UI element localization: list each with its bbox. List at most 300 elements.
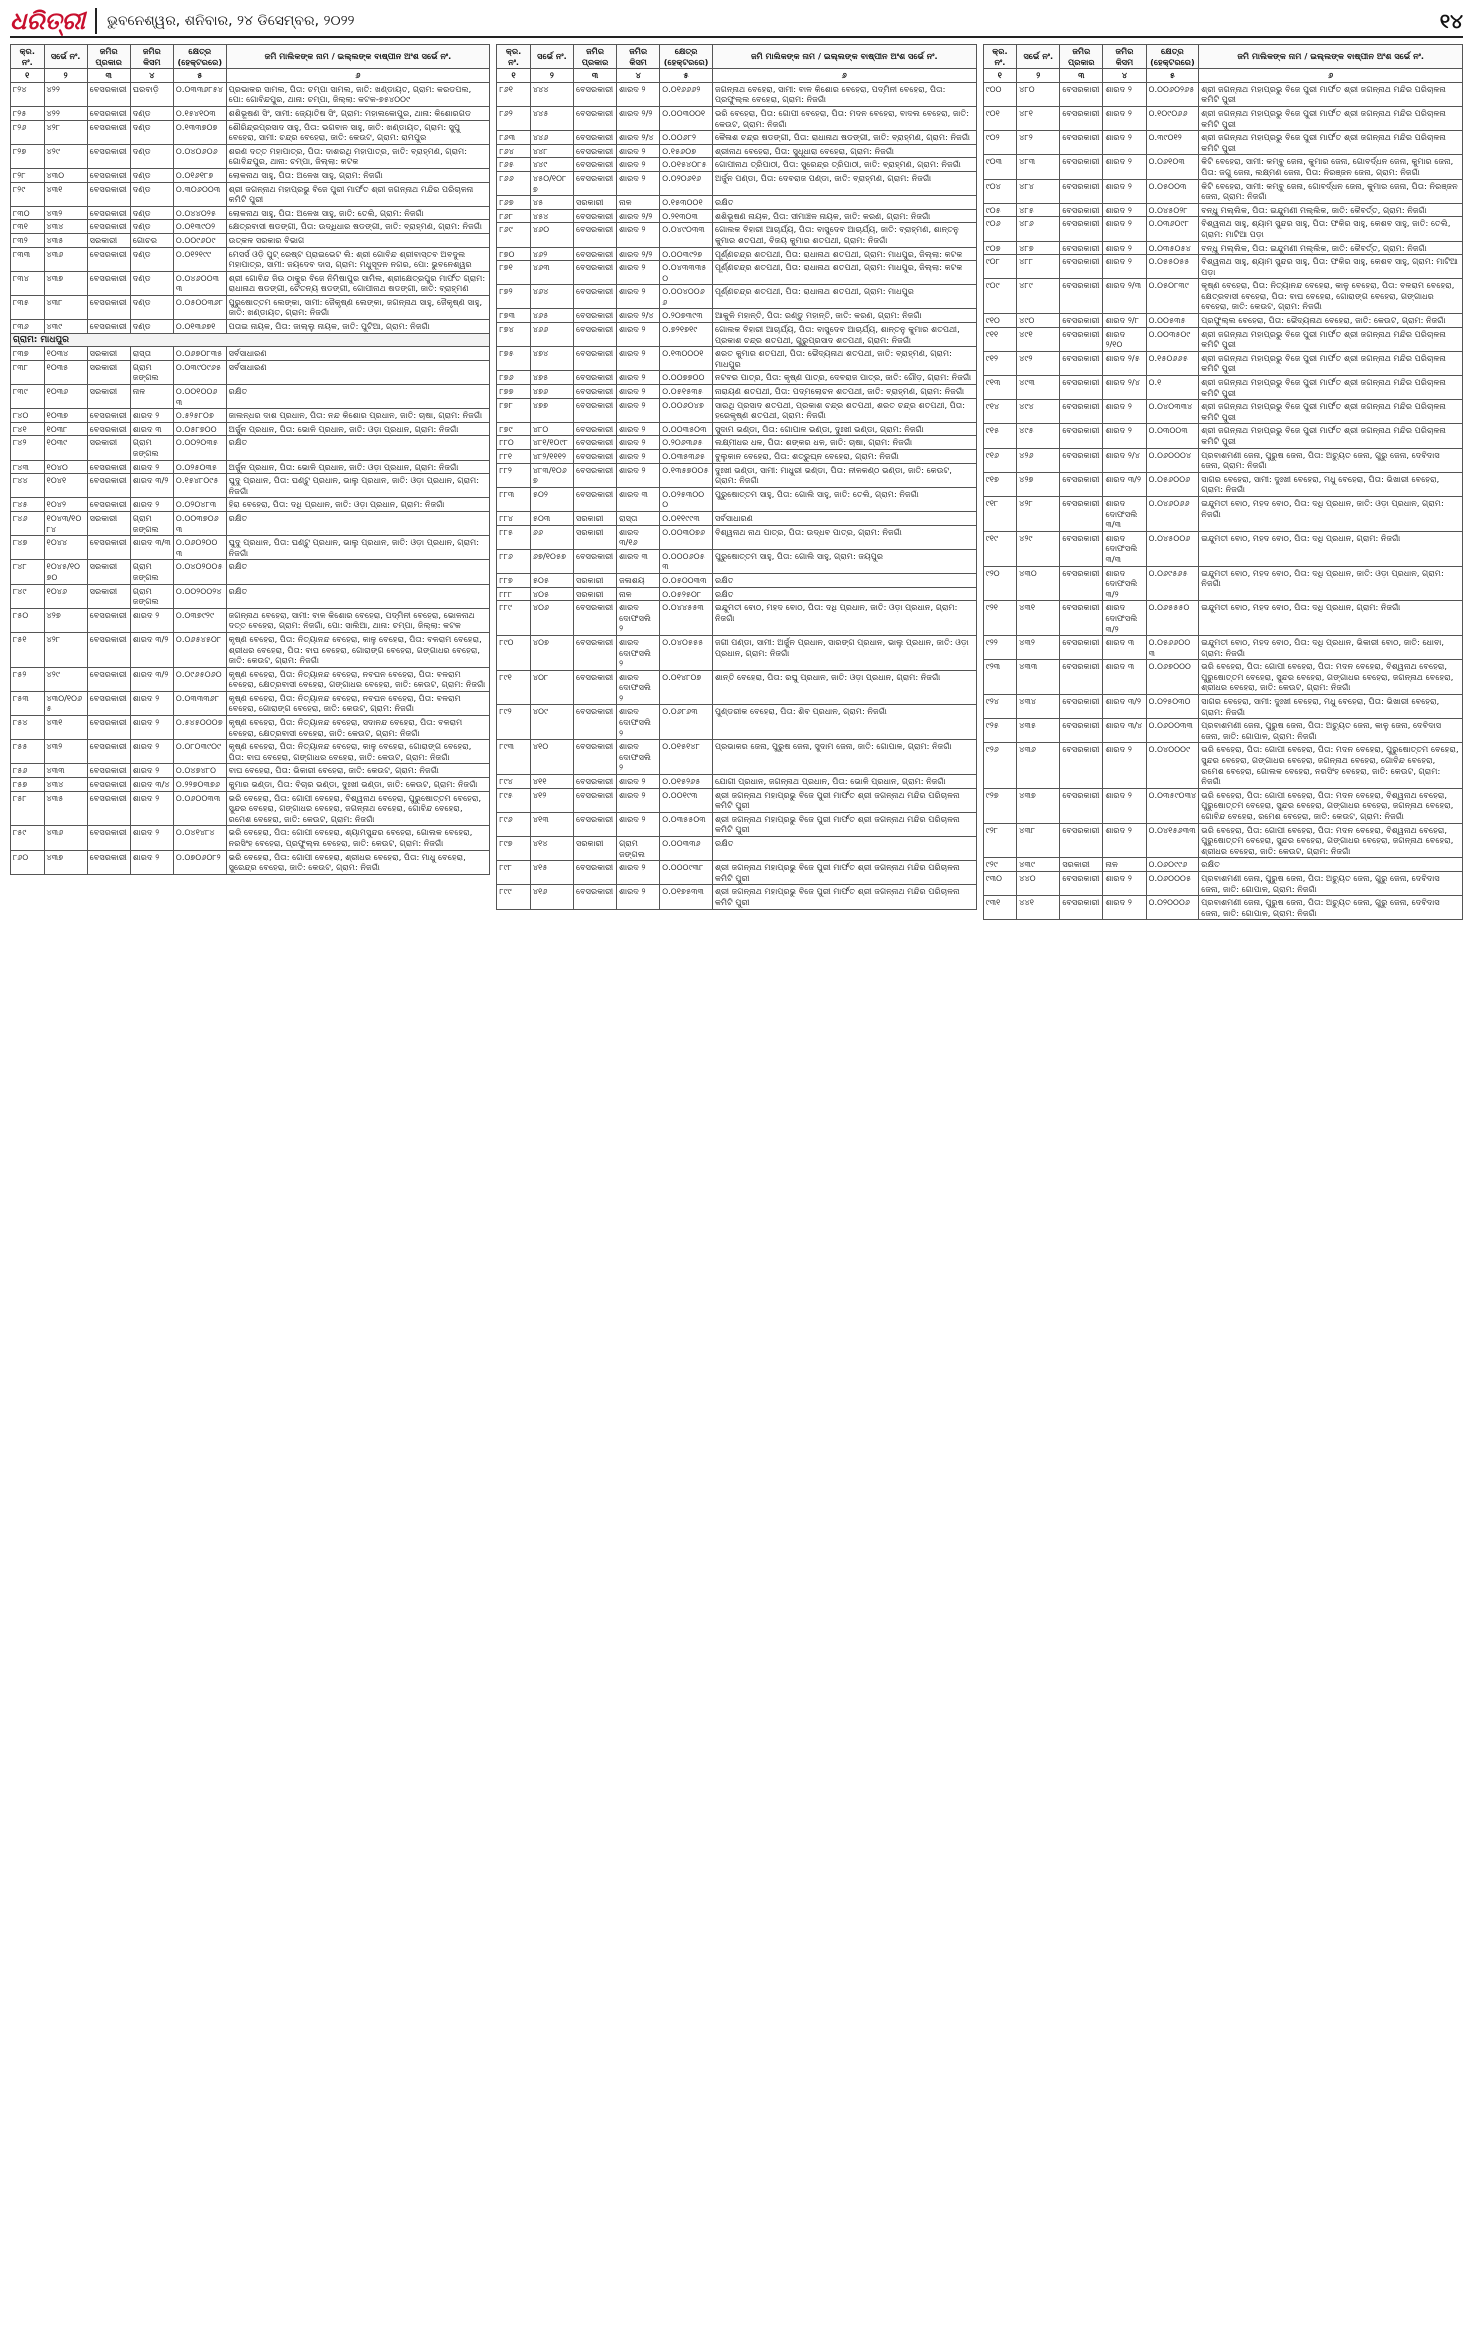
table-row <box>983 823 1462 858</box>
table-row <box>983 255 1462 279</box>
land-type-cell: ବେସରକାରୀ <box>87 144 130 168</box>
land-type-cell: ବେସରକାରୀ <box>574 371 617 385</box>
table-row <box>497 209 976 223</box>
table-row <box>497 788 976 812</box>
serial-cell: ୯୧୧ <box>983 327 1017 351</box>
area-cell: ୦.୧୫୪୧୦୩ <box>173 106 226 120</box>
land-type-cell: ବେସରକାରୀ <box>1060 351 1103 375</box>
serial-cell: ୮୨୯ <box>11 182 45 206</box>
owner-cell: ରକ୍ଷିତ <box>712 196 976 210</box>
area-cell: ୦.୦୫୧୫୩୫ <box>660 385 713 399</box>
land-type-cell: ବେସରକାରୀ <box>87 608 130 632</box>
land-type-cell: ବେସରକାରୀ <box>1060 566 1103 601</box>
land-type-cell: ବେସରକାରୀ <box>574 549 617 573</box>
owner-cell: ପ୍ରଭାକର ଜେନା, ପୁରୁଷ ଜେନା, ସୁଦାମ ଜେନା, ଜାତି: ଗୋପାଳ, ଗ୍ରାମ: ନିଜଗାଁ <box>712 740 976 775</box>
owner-cell: ଭରି ବେହେରା, ପିତା: ଗୋପୀ ବେହେରା, ପିତା: ମଦନ ବେହେରା, ବିଶ୍ୱନାଥ ବେହେରା, ପୁରୁଷୋତ୍ତମ ବେହେରା, ସୁନ୍ଦର ବେହେରା, ଗଙ୍ଗାଧର ବେହେରା, ଜଗନ୍ନାଥ ବେହେରା, ଶ୍ରୀଧର ବେହେରା, ଜାତି: କେଉଟ, ଗ୍ରାମ: ନିଜଗାଁ <box>1199 823 1463 858</box>
land-class-cell: ଶାରଦ ୨/୧୦ <box>1103 327 1146 351</box>
table-row <box>11 220 490 234</box>
serial-cell: ୯୩୦ <box>983 871 1017 895</box>
owner-cell: ଶ୍ରୀ ଜଗନ୍ନାଥ ମହାପ୍ରଭୁ ବିଜେ ପୁରୀ ମାର୍ଫତ ଶ୍ରୀ ଜଗନ୍ନାଥ ମନ୍ଦିର ପରିଚାଳନା କମିଟି ପୁରୀ <box>1199 376 1463 400</box>
survey-number-cell: ୪୩୫ <box>44 233 87 247</box>
table-row <box>983 566 1462 601</box>
survey-number-cell: ୧୦୪୧ <box>44 474 87 498</box>
area-cell: ୦.୦୪୦୨୦୦୫ <box>173 560 226 584</box>
serial-cell: ୮୫୫ <box>11 740 45 764</box>
land-class-cell: ଶାରଦ ୨/୨ <box>617 247 660 261</box>
land-record-table <box>10 44 490 875</box>
area-cell: ୦.୦୪୦୩୩୪ <box>1146 400 1199 424</box>
serial-cell: ୮୫୭ <box>11 778 45 792</box>
column-header: ଜମି ମାଲିକଙ୍କ ନାମ / ଇଲ୍ଲଙ୍କ ବାଷ୍ପୀନ ଅଂଶ ସର୍ଭେ ନଂ. <box>226 45 490 69</box>
land-type-cell: ବେସରକାରୀ <box>574 106 617 130</box>
area-cell: ୦.୦୬୦୦୩୩ <box>173 791 226 826</box>
land-class-cell: ନାଳ <box>1103 858 1146 872</box>
land-class-cell: ଶାରଦ ୨/୪ <box>617 131 660 145</box>
area-cell: ୦.୦୦୭୭୦୦ <box>660 371 713 385</box>
owner-cell: ଅର୍ଜୁନ ପ୍ରଧାନ, ପିତା: ଭୋଳି ପ୍ରଧାନ, ଜାତି: ଓଡ଼ା ପ୍ରଧାନ, ଗ୍ରାମ: ନିଜଗାଁ <box>226 460 490 474</box>
column-header: କ୍ଷେତ୍ର (ହେକ୍ଟରରେ) <box>1146 45 1199 69</box>
table-row <box>497 82 976 106</box>
column-index: ୬ <box>226 69 490 83</box>
land-type-cell: ସରକାରୀ <box>574 573 617 587</box>
owner-cell: ସର୍ବସାଧାରଣ <box>712 511 976 525</box>
area-cell: ୦.୦୪୦୬୦୬ <box>173 144 226 168</box>
table-row <box>983 695 1462 719</box>
area-cell: ୦.୦୪୬୦୦୩୩ <box>173 271 226 295</box>
serial-cell: ୮୩୬ <box>11 320 45 334</box>
land-class-cell: ଗ୍ରାମ ଜଙ୍ଗଲ <box>617 837 660 861</box>
table-row <box>983 241 1462 255</box>
land-class-cell: ଦଣ୍ଡ <box>130 247 173 271</box>
owner-cell: ରକ୍ଷିତ <box>712 837 976 861</box>
owner-cell: ସର୍ବସାଧାରଣ <box>226 347 490 361</box>
land-class-cell: ଜଳାଶୟ <box>617 573 660 587</box>
area-cell: ୦.୦୬୭୦୦୦ <box>1146 660 1199 695</box>
area-cell: ୦.୩୦୬୦୦୩ <box>173 182 226 206</box>
land-class-cell: ଶାରଦ ୨ <box>1103 82 1146 106</box>
table-row <box>497 196 976 210</box>
owner-cell: ଲୋକନାଥ ସାହୁ, ପିତା: ଅଳେଖ ସାହୁ, ଜାତି: ତେଲି, ଗ୍ରାମ: ନିଜଗାଁ <box>226 206 490 220</box>
survey-number-cell: ୪୩୨ <box>44 740 87 764</box>
serial-cell: ୮୨୪ <box>11 82 45 106</box>
table-row <box>11 460 490 474</box>
column-index-row <box>11 69 490 83</box>
survey-number-cell: ୪୪୪ <box>530 82 573 106</box>
land-type-cell: ବେସରକାରୀ <box>1060 376 1103 400</box>
owner-cell: ଆକୁଳି ମହାନ୍ତି, ପିତା: ରଣ୍ଡୁ ମହାନ୍ତି, ଜାତି: କରଣ, ଗ୍ରାମ: ନିଜଗାଁ <box>712 309 976 323</box>
area-cell: ୦.୦୦୩୯୨୭ <box>660 247 713 261</box>
table-row <box>497 740 976 775</box>
survey-number-cell: ୧୦୩୫ <box>44 360 87 384</box>
area-cell: ୦.୦୪୭୪୮୦ <box>173 764 226 778</box>
area-cell: ୦.୦୦୬୮୨ <box>660 131 713 145</box>
land-type-cell: ସରକାରୀ <box>574 525 617 549</box>
owner-cell: କୃଷ୍ଣ ବେହେରା, ପିତା: ନିତ୍ୟାନନ୍ଦ ବେହେରା, କାଳୁ ବେହେରା, ପିତା: ବଳରାମ ବେହେରା, ଶ୍ରୀଧର ବେହେରା, ପିତା: ବାଘ ବେହେରା, ଗୋରାଙ୍ଗ ବେହେରା, ଗଙ୍ଗାଧର ବେହେରା, ଜାତି: କେଉଟ, ଗ୍ରାମ: ନିଜଗାଁ <box>226 632 490 667</box>
column-index: ୧ <box>983 69 1017 83</box>
serial-cell: ୮୬୬ <box>497 171 531 195</box>
area-cell: ୦.୦୪୪୦୨୫ <box>173 206 226 220</box>
table-row <box>497 247 976 261</box>
area-cell: ୦.୦୫୬୦୦୬ <box>1146 472 1199 496</box>
area-cell: ୦.୦୪୧୫୬୩୩ <box>1146 823 1199 858</box>
land-type-cell: ବେସରକାରୀ <box>1060 106 1103 130</box>
table-row <box>983 636 1462 660</box>
owner-cell: ସାଗର ବେହେରା, ସାମୀ: ଦୁଃଖୀ ବେହେରା, ମଧୁ ବେହେରା, ପିତା: ଭିଖାରୀ ବେହେରା, ଗ୍ରାମ: ନିଜଗାଁ <box>1199 695 1463 719</box>
owner-cell: ବିଶ୍ୱନାଥ ସାହୁ, ଶ୍ୟାମ ସୁନ୍ଦର ସାହୁ, ପିତା: ଫକିର ସାହୁ, କେଶବ ସାହୁ, ଗ୍ରାମ: ମାଟିଆ ପଡ଼ା <box>1199 255 1463 279</box>
land-type-cell: ବେସରକାରୀ <box>87 409 130 423</box>
land-type-cell: ବେସରକାରୀ <box>574 885 617 909</box>
survey-number-cell: ୧୦୪୦ <box>44 460 87 474</box>
owner-cell: ଶ୍ରୀନାଥ ବେହେରା, ପିତା: ସୁଧୂଧାରା ବେହେରା, ଗ୍ରାମ: ନିଜଗାଁ <box>712 144 976 158</box>
land-class-cell: ଶାରଦ ୨ <box>1103 743 1146 788</box>
owner-cell: ଶ୍ରୀ ଜଗନ୍ନାଥ ମହାପ୍ରଭୁ ବିଜେ ପୁରୀ ମାର୍ଫତ ଶ୍ରୀ ଜଗନ୍ନାଥ ମନ୍ଦିର ପରିଚାଳନା କମିଟି ପୁରୀ <box>1199 400 1463 424</box>
table-row <box>11 632 490 667</box>
table-row <box>983 472 1462 496</box>
land-class-cell: ଗ୍ରାମ ଜଙ୍ଗଲ <box>130 560 173 584</box>
land-type-cell: ସରକାରୀ <box>87 436 130 460</box>
serial-cell: ୯୨୩ <box>983 660 1017 695</box>
land-class-cell: ଶାରଦ ୨ <box>1103 155 1146 179</box>
area-cell: ୦.୦୩୩୬୮୫୪ <box>173 82 226 106</box>
table-row <box>11 740 490 764</box>
land-class-cell: ଶାରଦ ଦୋଫସଲି ୩/୩ <box>1103 531 1146 566</box>
land-type-cell: ବେସରକାରୀ <box>87 850 130 874</box>
land-class-cell: ଦଣ୍ଡ <box>130 271 173 295</box>
owner-cell: ଜଗନ୍ନାଥ ବେହେରା, ସାମୀ: ବାଳ କିଶୋର ବେହେରା, ପଦ୍ମିନୀ ବେହେରା, ଭୋଳନାଥ ଦତ୍ତ ବେହେରା, ଗ୍ରାମ: ନିଜଗାଁ, ପୋ: ସାଲିଆ, ଥାନା: ଚମ୍ପା, ଜିଲ୍ଲା: କଟକ <box>226 608 490 632</box>
area-cell: ୦.୦୦୦୯୩୮ <box>660 861 713 885</box>
land-class-cell: ଶାରଦ ୨ <box>1103 241 1146 255</box>
serial-cell: ୮୯୭ <box>497 837 531 861</box>
survey-number-cell: ୪୩୭ <box>1017 788 1060 823</box>
column-index: ୧ <box>497 69 531 83</box>
land-type-cell: ବେସରକାରୀ <box>574 422 617 436</box>
land-record-table <box>983 44 1463 920</box>
area-cell: ୦.୦୧୭୫୩୩ <box>660 885 713 909</box>
land-class-cell: ଶାରଦ ୨ <box>617 223 660 247</box>
area-cell: ୦.୦୬୫୪୫୦୮ <box>173 632 226 667</box>
serial-cell: ୯୦୬ <box>983 217 1017 241</box>
owner-cell: ବୁଲୁକାନ ବେହେରା, ପିତା: ଶତ୍ରୁଘ୍ନ ବେହେରା, ଗ୍ରାମ: ନିଜଗାଁ <box>712 450 976 464</box>
survey-number-cell: ୪୮୧/୧୦୯୮ <box>530 436 573 450</box>
owner-cell: ପୂର୍ଣ୍ଣଚନ୍ଦ୍ର ଶତପଥୀ, ପିତା: ରାଧାନାଥ ଶତପଥୀ, ଗ୍ରାମ: ମାଧପୁର, ଜିଲ୍ଲା: କଟକ <box>712 261 976 285</box>
column-header: ଜମିର ପ୍ରକାର <box>574 45 617 69</box>
table-row <box>497 144 976 158</box>
area-cell: ୦.୦୦୬୦୪୭ <box>660 398 713 422</box>
survey-number-cell: ୪୯୪ <box>1017 400 1060 424</box>
table-row <box>11 182 490 206</box>
land-class-cell: ଗ୍ରାମ ଜଙ୍ଗଲ <box>130 584 173 608</box>
area-cell: ୦.୦୫୫୦୫୫ <box>1146 255 1199 279</box>
land-type-cell: ବେସରକାରୀ <box>87 691 130 715</box>
land-type-cell: ବେସରକାରୀ <box>87 320 130 334</box>
table-row <box>983 871 1462 895</box>
table-row <box>983 155 1462 179</box>
survey-number-cell: ୪୨୭ <box>44 608 87 632</box>
land-class-cell: ଶାରଦ ୨ <box>1103 400 1146 424</box>
area-cell: ୦.୦୬୦୦୦୫ <box>1146 871 1199 895</box>
area-cell: ୦.୦୮୦୩୯୦୯ <box>173 740 226 764</box>
area-cell: ୦.୦୫୬୬୦୦୩ <box>1146 636 1199 660</box>
column-header: କ୍ର. ନଂ. <box>497 45 531 69</box>
survey-number-cell: ୪୧୪ <box>530 837 573 861</box>
owner-cell: ଇନ୍ଦୁମତୀ ବୋଠ, ମହଦ ବୋଠ, ପିତା: ଦଧି ପ୍ରଧାନ, ଗ୍ରାମ: ନିଜଗାଁ <box>1199 601 1463 636</box>
land-class-cell: ଶାରଦ ୨ <box>617 171 660 195</box>
table-row <box>11 271 490 295</box>
owner-cell: ଶ୍ରୀ ଜଗନ୍ନାଥ ମହାପ୍ରଭୁ ବିଜେ ପୁରୀ ମାର୍ଫତ ଶ୍ରୀ ଜଗନ୍ନାଥ ମନ୍ଦିର ପରିଚାଳନା କମିଟି ପୁରୀ <box>1199 131 1463 155</box>
table-row <box>11 168 490 182</box>
land-class-cell: ଶାରଦ ୨ <box>130 608 173 632</box>
area-cell: ୦.୦୦୫୩୫ <box>1146 314 1199 328</box>
table-row <box>983 896 1462 920</box>
land-type-cell: ବେସରକାରୀ <box>1060 241 1103 255</box>
survey-number-cell: ୧୦୩୮ <box>44 422 87 436</box>
survey-number-cell: ୪୮୨ <box>1017 131 1060 155</box>
owner-cell: ଦୁଃଖୀ ଭଣ୍ଡା, ସାମୀ: ମାଧୁରୀ ଭଣ୍ଡା, ପିତା: ନୀଳକଣ୍ଠ ଭଣ୍ଡା, ଜାତି: କେଉଟ, ଗ୍ରାମ: ନିଜଗାଁ <box>712 463 976 487</box>
land-type-cell: ବେସରକାରୀ <box>1060 327 1103 351</box>
dateline: ଭୁବନେଶ୍ୱର, ଶନିବାର, ୨୪ ଡିସେମ୍ବର, ୨୦୨୨ <box>106 13 355 29</box>
land-type-cell: ବେସରକାରୀ <box>574 398 617 422</box>
owner-cell: ଭରି ବେହେରା, ପିତା: ଗୋପୀ ବେହେରା, ପିତା: ମଦନ ବେହେରା, ବିଶ୍ୱନାଥ ବେହେରା, ପୁରୁଷୋତ୍ତମ ବେହେରା, ସୁନ୍ଦର ବେହେରା, ଗଙ୍ଗାଧର ବେହେରା, ଜଗନ୍ନାଥ ବେହେରା, ଗୋବିନ୍ଦ ବେହେରା, ରମେଶ ବେହେରା, ଜାତି: କେଉଟ, ଗ୍ରାମ: ନିଜଗାଁ <box>1199 788 1463 823</box>
table-row <box>11 409 490 423</box>
serial-cell: ୮୫୬ <box>11 764 45 778</box>
serial-cell: ୮୩୦ <box>11 206 45 220</box>
table-row <box>983 496 1462 531</box>
serial-cell: ୮୯୬ <box>497 812 531 836</box>
serial-cell: ୯୦୫ <box>983 203 1017 217</box>
land-class-cell: ଶାରଦ ୨ <box>617 422 660 436</box>
table-row <box>497 525 976 549</box>
survey-number-cell: ୪୨୮ <box>44 120 87 144</box>
owner-cell: ପତାଇ ନାୟକ, ପିତା: ଜାଲ୍ଲୁ ନାୟକ, ଜାତି: ପୁଟିଆ, ଗ୍ରାମ: ନିଜଗାଁ <box>226 320 490 334</box>
table-row <box>497 385 976 399</box>
owner-cell: ପୁରୁଷୋତ୍ତମ ସାହୁ, ପିତା: ଗୋଲି ସାହୁ, ଗ୍ରାମ: ଜୟପୁର <box>712 549 976 573</box>
survey-number-cell: ୪୪୯ <box>530 158 573 172</box>
survey-number-cell: ୫୦୨ <box>530 487 573 511</box>
survey-number-cell: ୧୦୪୬ <box>44 584 87 608</box>
survey-number-cell: ୪୩୯ <box>44 320 87 334</box>
land-class-cell: ଗୋଚର <box>130 233 173 247</box>
land-class-cell: ଦଣ୍ଡ <box>130 106 173 120</box>
owner-cell: ଭରି ବେହେରା, ପିତା: ଗୋପୀ ବେହେରା, ପିତା: ମଦନ ବେହେରା, ବାଦଲ ବେହେରା, ଜାତି: କେଉଟ, ଗ୍ରାମ: ନିଜଗାଁ <box>712 106 976 130</box>
owner-cell: ପ୍ରବାଶମଣୀ ଜେନା, ପୁରୁଷ ଜେନା, ପିତା: ଅଚ୍ୟୁତ ଜେନା, ଗୁରୁ ଜେନା, ଦେବିଦାସ ଜେନା, ଜାତି: ଗୋପାଳ, ଗ୍ରାମ: ନିଜଗାଁ <box>1199 871 1463 895</box>
land-class-cell: ଶାରଦ ୨/୪ <box>1103 376 1146 400</box>
owner-cell: ଉତ୍କଳ ସରକାର ବିଭାଗ <box>226 233 490 247</box>
land-class-cell: ଶାରଦ ୨ <box>130 460 173 474</box>
serial-cell: ୮୩୭ <box>11 347 45 361</box>
land-class-cell: ଶାରଦ ୨ <box>617 261 660 285</box>
serial-cell: ୮୬୦ <box>11 850 45 874</box>
column-index: ୪ <box>1103 69 1146 83</box>
land-type-cell: ବେସରକାରୀ <box>574 247 617 261</box>
serial-cell: ୮୬୨ <box>497 106 531 130</box>
column-header: ଜମି ମାଲିକଙ୍କ ନାମ / ଇଲ୍ଲଙ୍କ ବାଷ୍ପୀନ ଅଂଶ ସର୍ଭେ ନଂ. <box>712 45 976 69</box>
column-header: କ୍ର. ନଂ. <box>983 45 1017 69</box>
serial-cell: ୮୩୯ <box>11 385 45 409</box>
land-type-cell: ବେସରକାରୀ <box>87 206 130 220</box>
survey-number-cell: ୧୦୩୪ <box>44 347 87 361</box>
land-type-cell: ବେସରକାରୀ <box>1060 448 1103 472</box>
owner-cell: ଶ୍ରୀ ଗୋବିନ୍ଦ ଜିଉ ଠାକୁର ବିଜେ ନିମିଷାପୁର ସାମିଲ, ଶ୍ରୀକ୍ଷେତ୍ରପୁର ମାର୍ଫତ ଗ୍ରାମ: ରାଧାନାଥ ଷଡଙ୍ଗୀ, ଚୈତନ୍ୟ ଷଡଙ୍ଗୀ, ଗୋପୀନାଥ ଷଡଙ୍ଗୀ, ଜାତି: ବ୍ରାହ୍ମଣ <box>226 271 490 295</box>
table-row <box>497 106 976 130</box>
serial-cell: ୮୬୪ <box>497 144 531 158</box>
land-type-cell: ବେସରକାରୀ <box>574 385 617 399</box>
land-type-cell: ବେସରକାରୀ <box>87 422 130 436</box>
land-class-cell: ଶାରଦ ୩ <box>617 549 660 573</box>
serial-cell: ୮୮୩ <box>497 487 531 511</box>
land-class-cell: ଶାରଦ ୨ <box>130 409 173 423</box>
owner-cell: ପ୍ରବାଶମଣୀ ଜେନା, ପୁରୁଷ ଜେନା, ପିତା: ଅଚ୍ୟୁତ ଜେନା, ଗୁରୁ ଜେନା, ଦେବିଦାସ ଜେନା, ଗ୍ରାମ: ନିଜଗାଁ <box>1199 448 1463 472</box>
land-class-cell: ଶାରଦ ୨ <box>617 347 660 371</box>
area-cell: ୦.୭୨୧୭୧୯ <box>660 323 713 347</box>
owner-cell: ଗୋପୀନାଥ ତ୍ରିପାଠୀ, ପିତା: ସୁରେନ୍ଦ୍ର ତ୍ରିପାଠୀ, ଜାତି: ବ୍ରାହ୍ମଣ, ଗ୍ରାମ: ନିଜଗାଁ <box>712 158 976 172</box>
column-index: ୩ <box>574 69 617 83</box>
table-row <box>983 179 1462 203</box>
table-row <box>983 376 1462 400</box>
area-cell: ୦.୦୩୦୦୩ <box>1146 424 1199 448</box>
land-class-cell: ଶାରଦ ୨/୪ <box>617 309 660 323</box>
land-type-cell: ବେସରକାରୀ <box>1060 719 1103 743</box>
area-cell: ୦.୦୪୦୦୦୯ <box>1146 743 1199 788</box>
serial-cell: ୮୮୭ <box>497 573 531 587</box>
owner-cell: ବନ୍ଧୁ ମଲ୍ଲିକ, ପିତା: ଇନ୍ଦୁମଣୀ ମଲ୍ଲିକ, ଜାତି: କୈବର୍ତ୍ତ, ଗ୍ରାମ: ନିଜଗାଁ <box>1199 203 1463 217</box>
area-cell: ୦.୦୩୬୦୯୮ <box>1146 217 1199 241</box>
table-row <box>497 371 976 385</box>
land-type-cell: ବେସରକାରୀ <box>87 247 130 271</box>
column-header: ଜମିର କିସମ <box>617 45 660 69</box>
land-class-cell: ଶାରଦ ୨ <box>617 450 660 464</box>
column-index-row <box>983 69 1462 83</box>
owner-cell: ଭରି ବେହେରା, ପିତା: ଗୋପୀ ବେହେରା, ପିତା: ମଦନ ବେହେରା, ବିଶ୍ୱନାଥ ବେହେରା, ପୁରୁଷୋତ୍ତମ ବେହେରା, ସୁନ୍ଦର ବେହେରା, ଗଙ୍ଗାଧର ବେହେରା, ଜଗନ୍ନାଥ ବେହେରା, ଶ୍ରୀଧର ବେହେରା, ଜାତି: କେଉଟ, ଗ୍ରାମ: ନିଜଗାଁ <box>1199 660 1463 695</box>
area-cell: ୦.୦୩୫୩୬୫ <box>660 450 713 464</box>
land-class-cell: ଶାରଦ ୨ <box>130 691 173 715</box>
column-index: ୪ <box>617 69 660 83</box>
area-cell: ୦.୦୦୧୦୦୬୩ <box>173 385 226 409</box>
owner-cell: ସର୍ବସାଧାରଣ <box>226 360 490 384</box>
survey-number-cell: ୪୩୬ <box>44 826 87 850</box>
owner-cell: ଲକ୍ଷ୍ମୀଧର ଧଳ, ପିତା: ଶଙ୍କର ଧଳ, ଜାତି: ଚାଷା, ଗ୍ରାମ: ନିଜଗାଁ <box>712 436 976 450</box>
owner-cell: ବନ୍ଧୁ ମଲ୍ଲିକ, ପିତା: ଇନ୍ଦୁମଣୀ ମଲ୍ଲିକ, ଜାତି: କୈବର୍ତ୍ତ, ଗ୍ରାମ: ନିଜଗାଁ <box>1199 241 1463 255</box>
owner-cell: ଶଶିଭୂଷଣ ନାୟକ, ପିତା: ସୀମାଞ୍ଚଳ ନାୟକ, ଜାତି: କରଣ, ଗ୍ରାମ: ନିଜଗାଁ <box>712 209 976 223</box>
owner-cell: ପୁରୁଷୋତ୍ତମ ସାହୁ, ପିତା: ଗୋଲି ସାହୁ, ଜାତି: ତେଲି, ଗ୍ରାମ: ନିଜଗାଁ <box>712 487 976 511</box>
owner-cell: ଭରି ବେହେରା, ପିତା: ଗୋପୀ ବେହେରା, ବିଶ୍ୱନାଥ ବେହେରା, ପୁରୁଷୋତ୍ତମ ବେହେରା, ସୁନ୍ଦର ବେହେରା, ଗଙ୍ଗାଧର ବେହେରା, ଜଗନ୍ନାଥ ବେହେରା, ଗୋବିନ୍ଦ ବେହେରା, ରମେଶ ବେହେରା, ଜାତି: କେଉଟ, ଗ୍ରାମ: ନିଜଗାଁ <box>226 791 490 826</box>
column-header: ଜମିର କିସମ <box>1103 45 1146 69</box>
area-cell: ୦.୦୫୦୦୩ <box>1146 179 1199 203</box>
land-class-cell: ଘରବାଡ଼ି <box>130 82 173 106</box>
land-type-cell: ସରକାରୀ <box>87 360 130 384</box>
survey-number-cell: ୪୦୬ <box>530 601 573 636</box>
column-index: ୧ <box>11 69 45 83</box>
area-cell: ୦.୦୦୩୫୦୯ <box>1146 327 1199 351</box>
land-type-cell: ବେସରକାରୀ <box>574 285 617 309</box>
land-class-cell: ଶାରଦ ଦୋଫସଲି ୩/୨ <box>1103 601 1146 636</box>
table-row <box>11 791 490 826</box>
owner-cell: କୈଳାଶ ଚନ୍ଦ୍ର ଷଡଙ୍ଗୀ, ପିତା: ରାଧାନାଥ ଷଡଙ୍ଗୀ, ଜାତି: ବ୍ରାହ୍ମଣ, ଗ୍ରାମ: ନିଜଗାଁ <box>712 131 976 145</box>
table-row <box>497 861 976 885</box>
serial-cell: ୮୪୫ <box>11 498 45 512</box>
survey-number-cell: ୪୩୪ <box>44 778 87 792</box>
area-cell: ୦.୩୯୦୧୨ <box>1146 131 1199 155</box>
owner-cell: ଶ୍ରୀ ଜଗନ୍ନାଥ ମହାପ୍ରଭୁ ବିଜେ ପୁରୀ ମାର୍ଫତ ଶ୍ରୀ ଜଗନ୍ନାଥ ମନ୍ଦିର ପରିଚାଳନା କମିଟି ପୁରୀ <box>1199 82 1463 106</box>
area-cell: ୦.୦୦୪୦୦୬୬ <box>660 285 713 309</box>
owner-cell: ରକ୍ଷିତ <box>226 385 490 409</box>
survey-number-cell: ୪୩୦/୧୦୬୫ <box>44 691 87 715</box>
land-class-cell: ଶାରଦ ୩/୨ <box>1103 695 1146 719</box>
table-row <box>983 788 1462 823</box>
survey-number-cell: ୧୦୪୨ <box>44 498 87 512</box>
land-type-cell: ବେସରକାରୀ <box>87 740 130 764</box>
serial-cell: ୮୫୯ <box>11 826 45 850</box>
land-type-cell: ବେସରକାରୀ <box>574 463 617 487</box>
survey-number-cell: ୪୭୫ <box>530 371 573 385</box>
survey-number-cell: ୪୨୯ <box>44 667 87 691</box>
column-header: କ୍ଷେତ୍ର (ହେକ୍ଟରରେ) <box>660 45 713 69</box>
land-class-cell: ଶାରଦ ୨ <box>130 716 173 740</box>
survey-number-cell: ୪୫୦/୧୦୮୭ <box>530 171 573 195</box>
land-class-cell: ଶାରଦ ୨ <box>617 385 660 399</box>
serial-cell: ୮୩୪ <box>11 271 45 295</box>
survey-number-cell: ୪୪୫ <box>530 106 573 130</box>
owner-cell: ରକ୍ଷିତ <box>226 511 490 535</box>
land-class-cell: ଶାରଦ ୨ <box>617 861 660 885</box>
land-class-cell: ଶାରଦ ୨ <box>617 82 660 106</box>
land-record-columns <box>10 44 1463 920</box>
land-type-cell: ବେସରକାରୀ <box>574 861 617 885</box>
area-cell: ୦.୦୦୩୩୬ <box>660 837 713 861</box>
land-class-cell: ଶାରଦ ୨ <box>130 764 173 778</box>
survey-number-cell: ୪୬୩ <box>530 261 573 285</box>
land-class-cell: ଶାରଦ ୨ <box>617 158 660 172</box>
table-row <box>11 360 490 384</box>
owner-cell: ଭରି ବେହେରା, ପିତା: ଗୋପୀ ବେହେରା, ଶ୍ରୀଧର ବେହେରା, ପିତା: ମାଧୁ ବେହେରା, ସୁରେନ୍ଦ୍ର ବେହେରା, ଜାତି: କେଉଟ, ଗ୍ରାମ: ନିଜଗାଁ <box>226 850 490 874</box>
owner-cell: ଗୋଲକ ବିହାରୀ ଆଚାର୍ଯ୍ୟ, ପିତା: ବାସୁଦେବ ଆଚାର୍ଯ୍ୟ, ଜାତି: ବ୍ରାହ୍ମଣ, ଶାନ୍ତନୁ କୁମାର ଶତପଥୀ, ବିଜୟ କୁମାର ଶତପଥୀ, ଗ୍ରାମ: ନିଜଗାଁ <box>712 223 976 247</box>
serial-cell: ୯୦୧ <box>983 106 1017 130</box>
page-number: ୧୪ <box>1439 9 1463 33</box>
table-row <box>11 716 490 740</box>
land-type-cell: ବେସରକାରୀ <box>574 171 617 195</box>
survey-number-cell: ୪୩୧ <box>44 716 87 740</box>
table-row <box>497 450 976 464</box>
area-cell: ୦.୦୪୯୦୩୩ <box>660 223 713 247</box>
land-class-cell: ଶାରଦ ଦୋଫସଲି ୩/୨ <box>1103 566 1146 601</box>
serial-cell: ୮୮୧ <box>497 450 531 464</box>
area-cell: ୦.୦୦୨୦୦୨୪ <box>173 584 226 608</box>
owner-cell: ଶ୍ରୀ ଜଗନ୍ନାଥ ମହାପ୍ରଭୁ ବିଜେ ପୁରୀ ମାର୍ଫତ ଶ୍ରୀ ଜଗନ୍ନାଥ ମନ୍ଦିର ପରିଚାଳନା କମିଟି ପୁରୀ <box>1199 351 1463 375</box>
survey-number-cell: ୪୮୦ <box>530 422 573 436</box>
land-type-cell: ବେସରକାରୀ <box>1060 788 1103 823</box>
serial-cell: ୮୫୮ <box>11 791 45 826</box>
table-row <box>11 536 490 560</box>
land-type-cell: ବେସରକାରୀ <box>87 498 130 512</box>
serial-cell: ୮୬୧ <box>497 82 531 106</box>
survey-number-cell: ୪୯୧ <box>1017 327 1060 351</box>
owner-cell: ଇନ୍ଦୁମତୀ ବୋଠ, ମହଦ ବୋଠ, ପିତା: ଦଧି ପ୍ରଧାନ, ଜାତି: ଓଡ଼ା ପ୍ରଧାନ, ଗ୍ରାମ: ନିଜଗାଁ <box>1199 496 1463 531</box>
serial-cell: ୯୦୦ <box>983 82 1017 106</box>
serial-cell: ୮୩୫ <box>11 295 45 319</box>
area-cell: ୦.୦୪୧୪୮୪ <box>173 826 226 850</box>
land-class-cell: ଶାରଦ ୨/୨ <box>617 106 660 130</box>
survey-number-cell: ୪୦୫ <box>530 587 573 601</box>
survey-number-cell: ୪୨୮ <box>1017 496 1060 531</box>
village-section-label: ଗ୍ରାମ: ମାଧପୁର <box>11 333 490 347</box>
land-type-cell: ବେସରକାରୀ <box>87 460 130 474</box>
land-type-cell: ବେସରକାରୀ <box>574 436 617 450</box>
serial-cell: ୮୫୩ <box>11 691 45 715</box>
serial-cell: ୮୫୪ <box>11 716 45 740</box>
table-row <box>983 660 1462 695</box>
land-type-cell: ବେସରକାରୀ <box>574 209 617 223</box>
survey-number-cell: ୧୦୪୫/୧୦୭୦ <box>44 560 87 584</box>
survey-number-cell: ୪୩୦ <box>1017 566 1060 601</box>
